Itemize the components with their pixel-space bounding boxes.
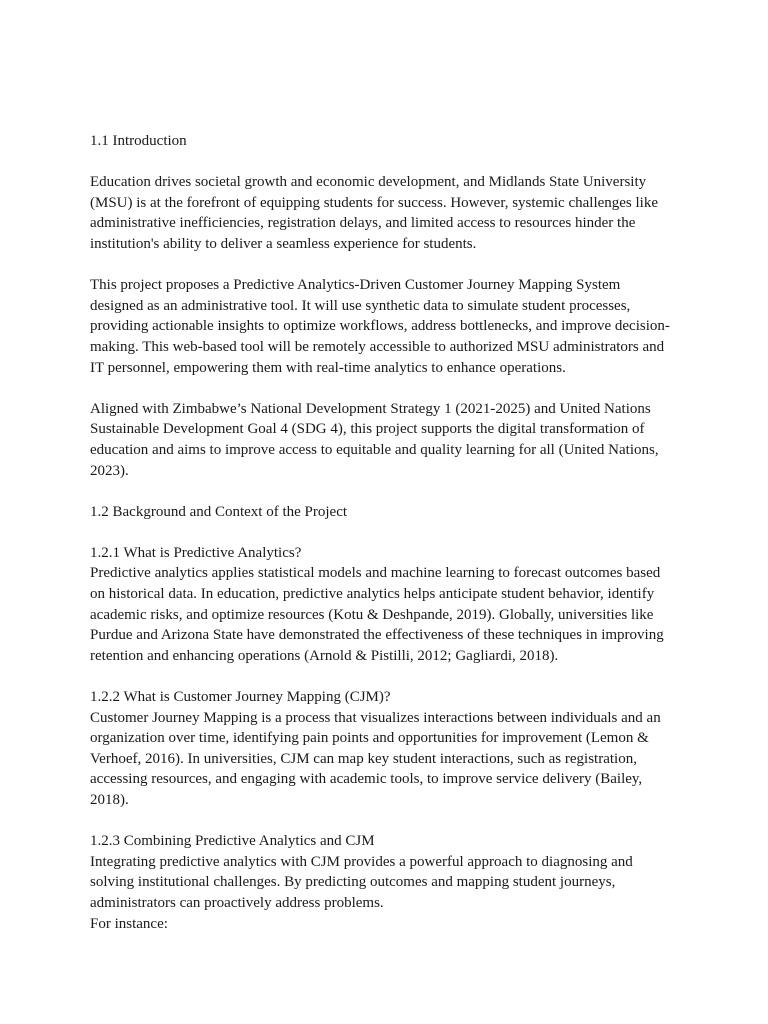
subsection-heading: 1.2.2 What is Customer Journey Mapping (CJM)? [90, 689, 391, 706]
text-line: academic risks, and optimize resources (Kotu & Deshpande, 2019). Globally, universities like [90, 606, 654, 623]
text-line: (MSU) is at the forefront of equipping students for success. However, systemic challenges like [90, 194, 659, 211]
text-line: IT personnel, empowering them with real-time analytics to enhance operations. [90, 359, 566, 376]
text-line: For instance: [90, 915, 168, 932]
text-line: Education drives societal growth and economic development, and Midlands State University [90, 174, 647, 191]
text-line: Purdue and Arizona State have demonstrated the effectiveness of these techniques in improving [90, 627, 664, 644]
subsection-predictive-analytics [90, 543, 680, 667]
text-line: solving institutional challenges. By predicting outcomes and mapping student journeys, [90, 874, 616, 891]
subsection-heading: 1.2.1 What is Predictive Analytics? [90, 544, 302, 561]
text-line: Sustainable Development Goal 4 (SDG 4), this project supports the digital transformation of [90, 421, 645, 438]
text-line: making. This web-based tool will be remotely accessible to authorized MSU administrators and [90, 338, 665, 355]
subsection-heading: 1.2.3 Combining Predictive Analytics and CJM [90, 833, 375, 850]
text-line: administrative inefficiencies, registration delays, and limited access to resources hinder the [90, 215, 636, 232]
subsection-customer-journey-mapping [90, 687, 680, 811]
text-line: organization over time, identifying pain points and opportunities for improvement (Lemon & [90, 730, 649, 747]
text-line: accessing resources, and engaging with academic tools, to improve service delivery (Bailey, [90, 771, 643, 788]
text-line: designed as an administrative tool. It will use synthetic data to simulate student processes, [90, 297, 631, 314]
text-line: 2018). [90, 792, 129, 808]
text-line: providing actionable insights to optimize workflows, address bottlenecks, and improve decision- [90, 318, 670, 335]
text-line: 2023). [90, 462, 129, 479]
paragraph-intro-2 [90, 275, 680, 378]
text-line: on historical data. In education, predictive analytics helps anticipate student behavior, identify [90, 586, 655, 603]
text-line: Verhoef, 2016). In universities, CJM can map key student interactions, such as registration, [90, 750, 637, 767]
text-line: Aligned with Zimbabwe’s National Development Strategy 1 (2021-2025) and United Nations [90, 400, 651, 417]
paragraph-intro-3 [90, 399, 680, 481]
heading-text: 1.2 Background and Context of the Project [90, 503, 348, 520]
heading-text: 1.1 Introduction [90, 133, 187, 149]
text-line: Integrating predictive analytics with CJM provides a powerful approach to diagnosing and [90, 853, 633, 870]
text-line: administrators can proactively address problems. [90, 894, 384, 911]
text-line: This project proposes a Predictive Analytics-Driven Customer Journey Mapping System [90, 277, 621, 294]
section-heading-introduction [90, 131, 680, 152]
section-heading-background [90, 502, 680, 523]
text-line: Predictive analytics applies statistical models and machine learning to forecast outcomes based [90, 565, 661, 582]
text-line: institution's ability to deliver a seamless experience for students. [90, 235, 477, 252]
text-line: retention and enhancing operations (Arnold & Pistilli, 2012; Gagliardi, 2018). [90, 647, 559, 664]
text-line: Customer Journey Mapping is a process that visualizes interactions between individuals and an [90, 709, 661, 726]
paragraph-intro-1 [90, 172, 680, 254]
text-line: education and aims to improve access to equitable and quality learning for all (United Nations, [90, 441, 659, 458]
document-body [90, 131, 680, 934]
subsection-combining [90, 831, 680, 934]
